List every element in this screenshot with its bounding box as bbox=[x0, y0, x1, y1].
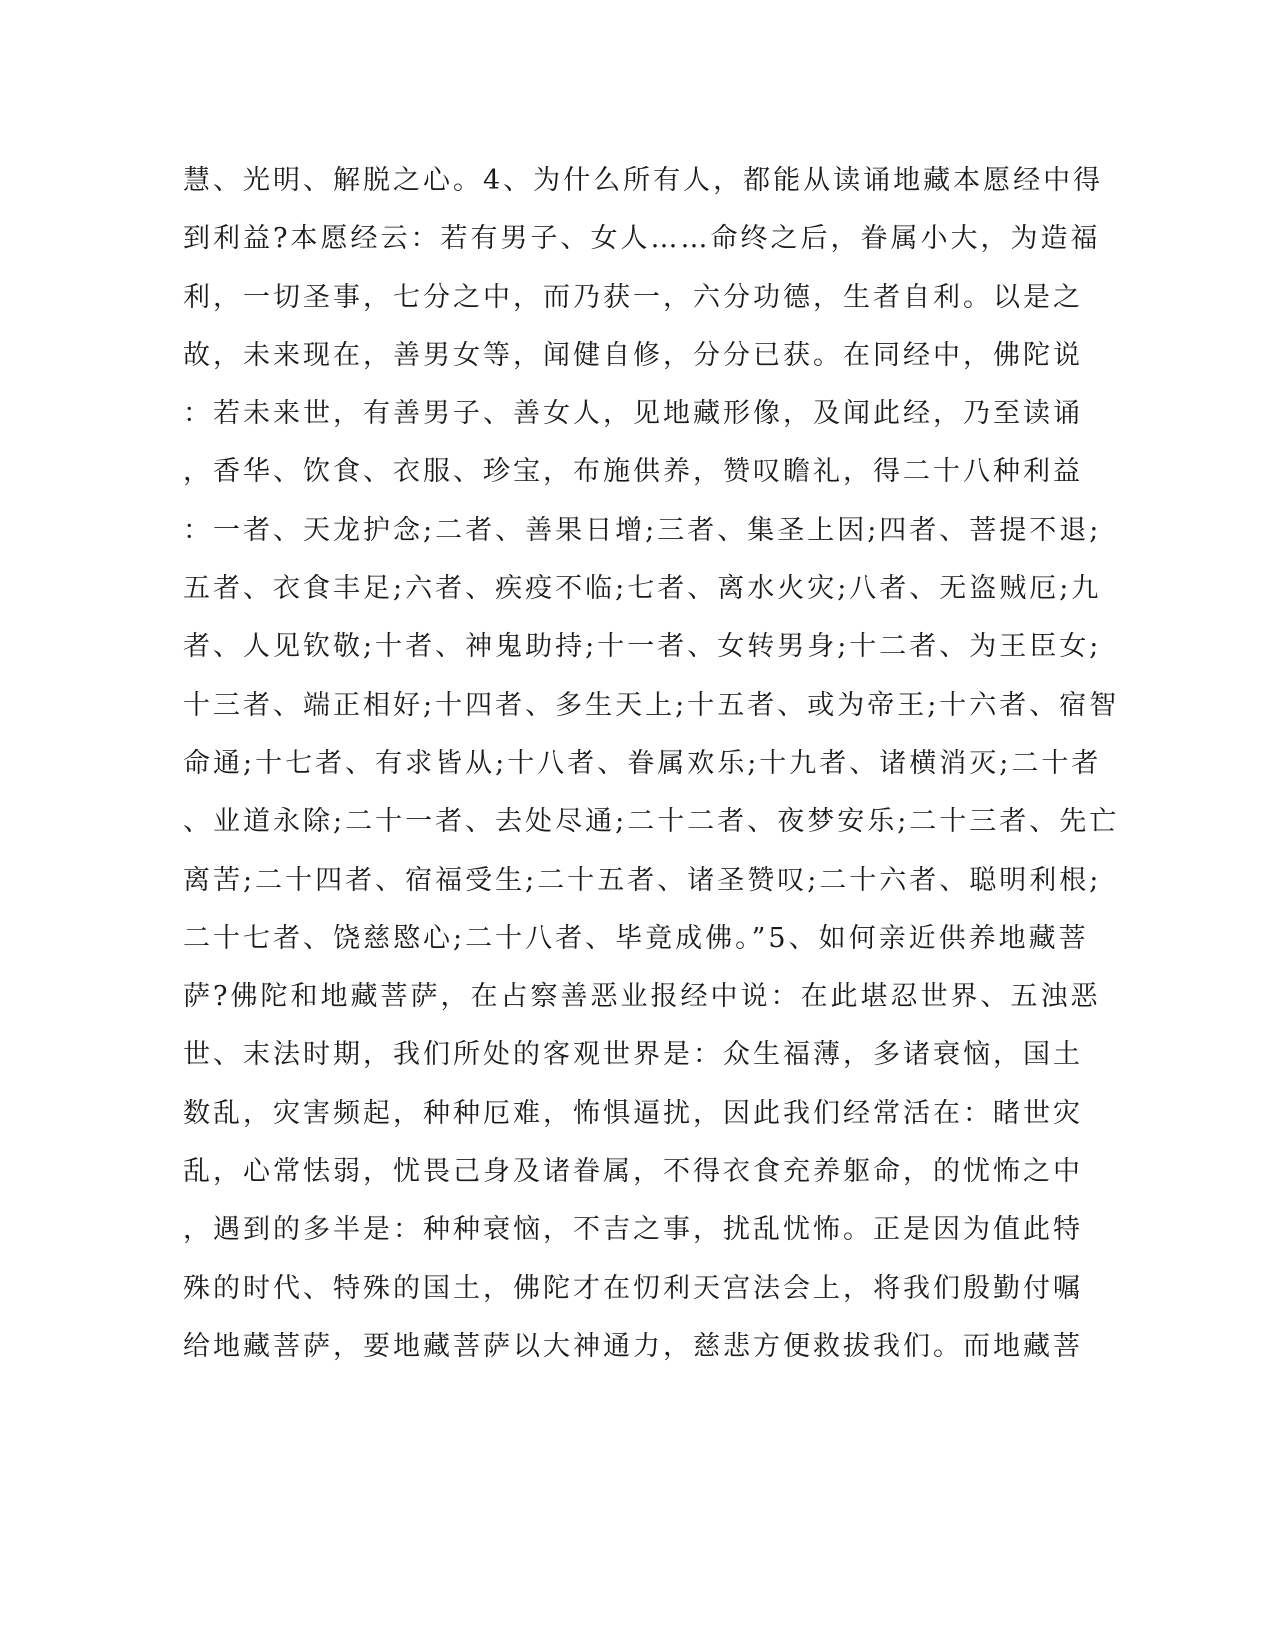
body-text bbox=[183, 152, 1120, 1376]
text-line: 故，未来现在，善男女等，闻健自修，分分已获。在同经中，佛陀说 bbox=[183, 339, 1083, 371]
text-line: 到利益?本愿经云：若有男子、女人……命终之后，眷属小大，为造福 bbox=[183, 223, 1101, 255]
text-line: 二十七者、饶慈愍心;二十八者、毕竟成佛。”5、如何亲近供养地藏菩 bbox=[183, 922, 1089, 954]
text-line: 数乱，灾害频起，种种厄难，怖惧逼扰，因此我们经常活在：睹世灾 bbox=[183, 1097, 1083, 1129]
text-line: 乱，心常怯弱，忧畏己身及诸眷属，不得衣食充养躯命，的忧怖之中 bbox=[183, 1156, 1083, 1188]
text-line: ：若未来世，有善男子、善女人，见地藏形像，及闻此经，乃至读诵 bbox=[183, 398, 1083, 430]
text-line: ：一者、天龙护念;二者、善果日增;三者、集圣上因;四者、菩提不退; bbox=[183, 514, 1102, 546]
text-line: 命通;十七者、有求皆从;十八者、眷属欢乐;十九者、诸横消灭;二十者 bbox=[183, 747, 1102, 779]
text-line: 离苦;二十四者、宿福受生;二十五者、诸圣赞叹;二十六者、聪明利根; bbox=[183, 864, 1102, 896]
text-line: 给地藏菩萨，要地藏菩萨以大神通力，慈悲方便救拔我们。而地藏菩 bbox=[183, 1330, 1083, 1362]
text-line: ，香华、饮食、衣服、珍宝，布施供养，赞叹瞻礼，得二十八种利益 bbox=[183, 456, 1083, 488]
text-line: 五者、衣食丰足;六者、疾疫不临;七者、离水火灾;八者、无盗贼厄;九 bbox=[183, 573, 1102, 605]
text-line: 殊的时代、特殊的国土，佛陀才在忉利天宫法会上，将我们殷勤付嘱 bbox=[183, 1272, 1083, 1304]
text-line: 者、人见钦敬;十者、神鬼助持;十一者、女转男身;十二者、为王臣女; bbox=[183, 631, 1102, 663]
text-line: 慧、光明、解脱之心。4、为什么所有人，都能从读诵地藏本愿经中得 bbox=[183, 165, 1104, 196]
text-line: 利，一切圣事，七分之中，而乃获一，六分功德，生者自利。以是之 bbox=[183, 281, 1083, 313]
text-line: 萨?佛陀和地藏菩萨，在占察善恶业报经中说：在此堪忍世界、五浊恶 bbox=[183, 981, 1101, 1013]
text-line: 世、末法时期，我们所处的客观世界是：众生福薄，多诸衰恼，国土 bbox=[183, 1039, 1083, 1071]
text-line: 十三者、端正相好;十四者、多生天上;十五者、或为帝王;十六者、宿智 bbox=[183, 689, 1120, 721]
text-line: 、业道永除;二十一者、去处尽通;二十二者、夜梦安乐;二十三者、先亡 bbox=[183, 806, 1120, 838]
text-line: ，遇到的多半是：种种衰恼，不吉之事，扰乱忧怖。正是因为值此特 bbox=[183, 1214, 1083, 1246]
